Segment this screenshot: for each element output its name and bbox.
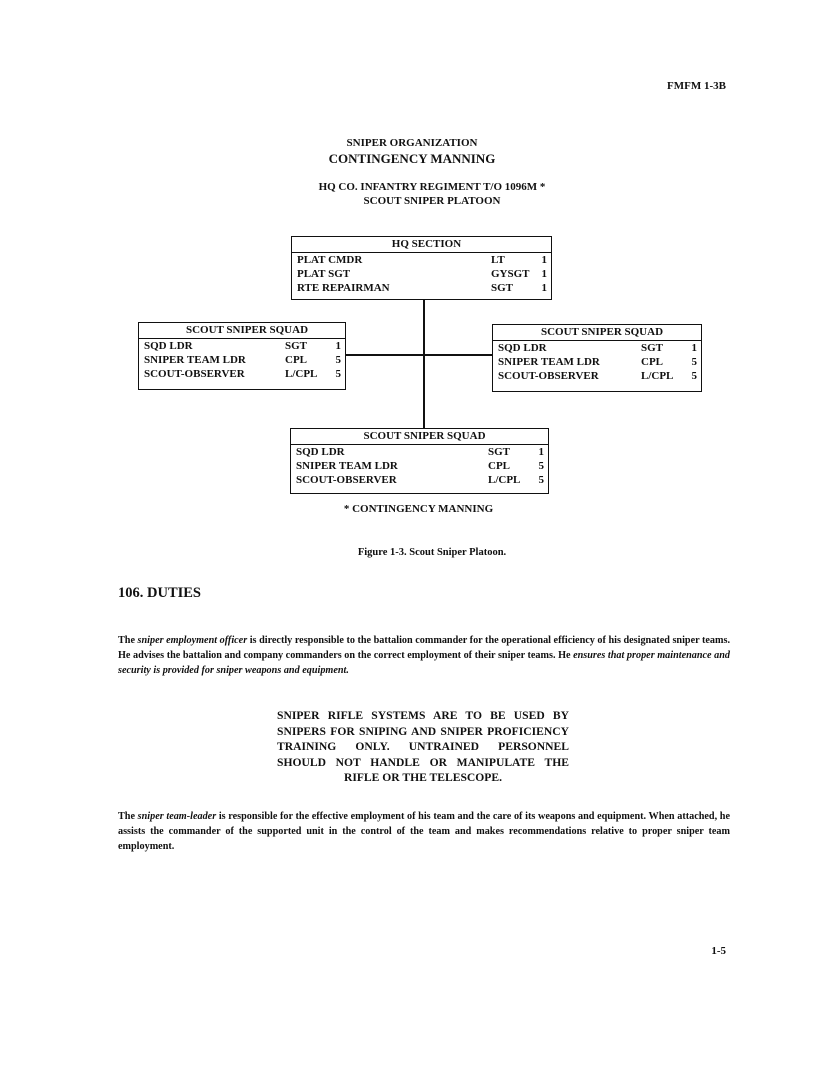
billet-rank: SGT xyxy=(488,446,511,458)
title-line-2: CONTINGENCY MANNING xyxy=(328,151,496,166)
chart-footnote: * CONTINGENCY MANNING xyxy=(343,503,494,515)
billet-qty: 1 xyxy=(541,282,547,294)
billet-name: SCOUT-OBSERVER xyxy=(498,370,599,382)
title-line-1: SNIPER ORGANIZATION xyxy=(346,137,478,149)
billet-qty: 5 xyxy=(691,356,697,368)
document-code: FMFM 1-3B xyxy=(667,80,726,92)
billet-qty: 1 xyxy=(541,268,547,280)
billet-name: SQD LDR xyxy=(296,446,345,458)
emphasis-run: sniper employment officer xyxy=(137,635,248,646)
box-title: SCOUT SNIPER SQUAD xyxy=(291,429,548,445)
title-line-3: HQ CO. INFANTRY REGIMENT T/O 1096M * xyxy=(318,181,546,193)
emphasis-run: sniper team-leader xyxy=(137,811,217,822)
title-line-4: SCOUT SNIPER PLATOON xyxy=(363,195,501,207)
billet-qty: 5 xyxy=(691,370,697,382)
billet-name: SNIPER TEAM LDR xyxy=(144,354,246,366)
figure-subtitle xyxy=(262,180,602,208)
squad-box-left xyxy=(138,322,346,390)
billet-rank: L/CPL xyxy=(285,368,318,380)
billet-qty: 5 xyxy=(335,368,341,380)
box-title: SCOUT SNIPER SQUAD xyxy=(493,325,701,341)
connector-vertical-hq xyxy=(423,298,425,428)
billet-qty: 1 xyxy=(335,340,341,352)
billet-name: RTE REPAIRMAN xyxy=(297,282,390,294)
table-row xyxy=(292,281,551,295)
squad-box-right xyxy=(492,324,702,392)
billet-qty: 5 xyxy=(538,460,544,472)
billet-name: SQD LDR xyxy=(498,342,547,354)
billet-rank: LT xyxy=(491,254,505,266)
billet-qty: 5 xyxy=(335,354,341,366)
billet-rank: CPL xyxy=(285,354,307,366)
billet-qty: 5 xyxy=(538,474,544,486)
warning-notice: SNIPER RIFLE SYSTEMS ARE TO BE USED BY SNIPERS FOR SNIPING AND SNIPER PROFICIENCY TRAINING ONLY. UNTRAINED PERSONNEL SHOULD NOT HANDLE OR MANIPULATE THE RIFLE OR THE TELESCOPE. xyxy=(277,709,569,784)
emphasis-run: ensures that proper maintenance and security is provided for sniper weapons and equipment. xyxy=(118,650,730,676)
table-row xyxy=(139,339,345,353)
table-row xyxy=(493,341,701,355)
billet-rank: SGT xyxy=(641,342,664,354)
billet-rank: L/CPL xyxy=(488,474,521,486)
billet-name: SQD LDR xyxy=(144,340,193,352)
text-run: is directly responsible to the battalion commander for the operational efficiency of his designated sniper teams. He advises the battalion and company commanders on the correct employment of their sniper teams. He xyxy=(118,635,730,661)
section-heading: 106. DUTIES xyxy=(118,585,201,601)
paragraph-team-leader xyxy=(118,809,730,854)
billet-name: SCOUT-OBSERVER xyxy=(296,474,397,486)
billet-rank: GYSGT xyxy=(491,268,530,280)
billet-name: SNIPER TEAM LDR xyxy=(296,460,398,472)
connector-horizontal xyxy=(344,354,492,356)
text-run: The xyxy=(118,811,138,822)
text-run: is responsible for the effective employment of his team and the care of its weapons and equipment. When attached, he assists the commander of the supported unit in the control of the team and makes recommendations relative to proper sniper team employment. xyxy=(118,811,730,852)
table-row xyxy=(292,267,551,281)
table-row xyxy=(291,459,548,473)
billet-name: PLAT CMDR xyxy=(297,254,363,266)
figure-title xyxy=(262,136,562,166)
billet-qty: 1 xyxy=(541,254,547,266)
table-row xyxy=(139,353,345,367)
table-row xyxy=(493,355,701,369)
billet-qty: 1 xyxy=(691,342,697,354)
paragraph-employment-officer xyxy=(118,633,730,678)
box-title: HQ SECTION xyxy=(292,237,551,253)
billet-rank: L/CPL xyxy=(641,370,674,382)
billet-rank: CPL xyxy=(488,460,510,472)
billet-name: SNIPER TEAM LDR xyxy=(498,356,600,368)
billet-rank: SGT xyxy=(285,340,308,352)
billet-rank: SGT xyxy=(491,282,514,294)
table-row xyxy=(139,367,345,381)
text-run: The xyxy=(118,635,138,646)
billet-name: PLAT SGT xyxy=(297,268,351,280)
billet-name: SCOUT-OBSERVER xyxy=(144,368,245,380)
hq-section-box xyxy=(291,236,552,300)
table-row xyxy=(291,473,548,487)
billet-rank: CPL xyxy=(641,356,663,368)
squad-box-bottom xyxy=(290,428,549,494)
billet-qty: 1 xyxy=(538,446,544,458)
box-title: SCOUT SNIPER SQUAD xyxy=(139,323,345,339)
figure-caption: Figure 1-3. Scout Sniper Platoon. xyxy=(357,547,507,558)
table-row xyxy=(291,445,548,459)
table-row xyxy=(292,253,551,267)
table-row xyxy=(493,369,701,383)
page-number: 1-5 xyxy=(711,945,726,957)
